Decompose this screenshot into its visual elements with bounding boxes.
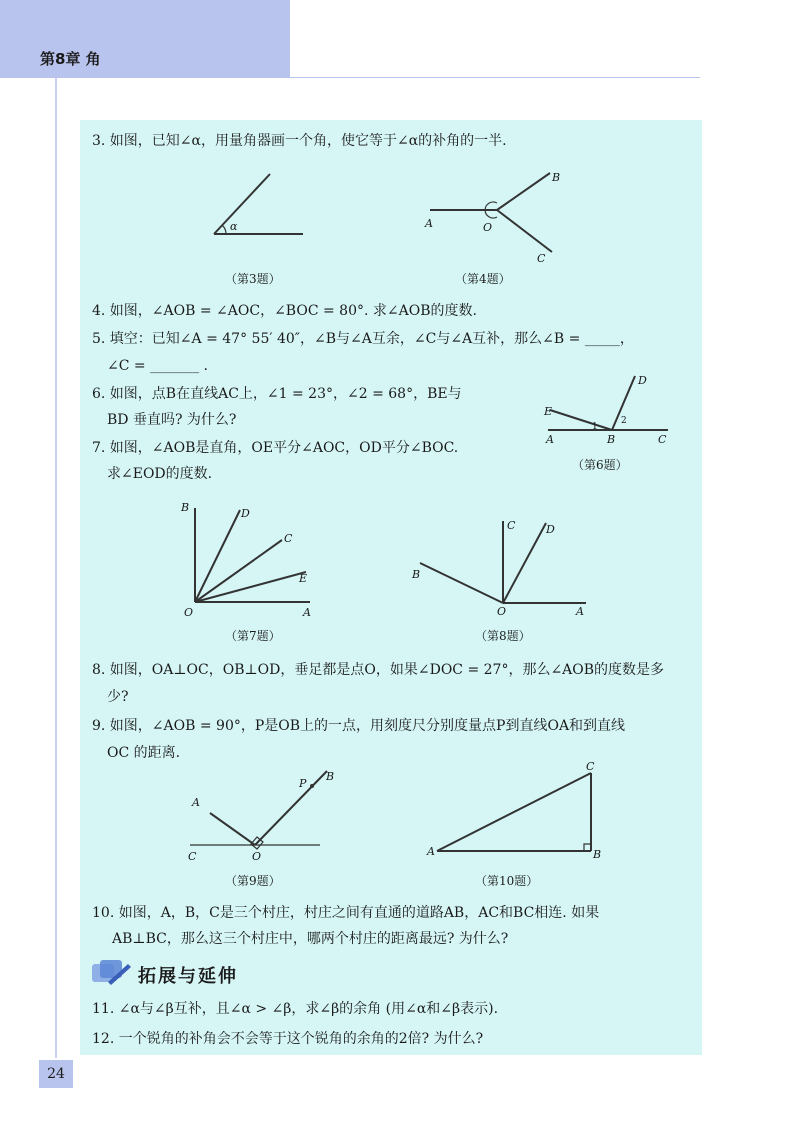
fig9-label-P: P [299,777,307,790]
fig10-label-A: A [427,845,435,858]
figure-10-diagram [425,760,605,860]
fig8-label-C: C [507,519,516,532]
fig7-label-A: A [303,606,311,619]
fig8-label-A: A [576,605,584,618]
fig7-label-E: E [299,572,308,585]
problem-3-text: 3. 如图，已知∠α，用量角器画一个角，使它等于∠α的补角的一半. [92,133,507,149]
problem-6-continued: BD 垂直吗? 为什么? [107,412,237,428]
problem-9-text: 9. 如图，∠AOB = 90°，P是OB上的一点，用刻度尺分别度量点P到直线OA和到直线 [92,718,626,734]
fig9-label-A: A [192,796,200,809]
fig9-label-C: C [188,850,197,863]
problem-10-text: 10. 如图，A，B，C是三个村庄，村庄之间有直通的道路AB，AC和BC相连. 如果 [92,905,600,921]
figure-8-caption: （第8题） [475,629,531,643]
problem-7-text: 7. 如图，∠AOB是直角，OE平分∠AOC，OD平分∠BOC. [92,440,459,456]
fig4-label-C: C [537,252,546,265]
figure-4-caption: （第4题） [455,272,511,286]
figure-9-diagram [185,765,335,865]
fig6-label-B: B [607,433,616,446]
fig8-label-D: D [546,523,555,536]
figure-4-diagram [420,165,570,265]
fig4-label-A: A [425,217,433,230]
fig4-label-B: B [552,171,561,184]
fig8-label-O: O [497,605,507,618]
figure-8-diagram [408,515,593,620]
page-number-box [39,1060,73,1088]
fig6-label-2: 2 [621,416,627,426]
fig6-label-E: E [544,405,553,418]
fig6-label-D: D [638,374,647,387]
fig7-label-D: D [241,507,250,520]
figure-7-caption: （第7题） [225,629,281,643]
problem-7-continued: 求∠EOD的度数. [107,466,213,482]
figure-10-caption: （第10题） [475,874,539,888]
fig9-label-O: O [252,850,262,863]
figure-6-diagram [540,370,675,455]
problem-10-continued: AB⊥BC，那么这三个村庄中，哪两个村庄的距离最远? 为什么? [112,931,509,947]
extension-section-icon [90,958,132,988]
fig9-label-B: B [326,770,335,783]
fig4-label-O: O [483,221,493,234]
fig6-label-A: A [546,433,554,446]
fig3-label-alpha: α [230,220,238,233]
problem-6-text: 6. 如图，点B在直线AC上，∠1 = 23°，∠2 = 68°，BE与 [92,386,462,402]
fig6-label-1: 1 [592,422,598,432]
fig6-label-C: C [658,433,667,446]
problem-4-text: 4. 如图，∠AOB = ∠AOC，∠BOC = 80°. 求∠AOB的度数. [92,303,477,319]
problem-11-text: 11. ∠α与∠β互补，且∠α > ∠β，求∠β的余角 (用∠α和∠β表示). [92,1001,499,1017]
fig8-label-B: B [412,568,421,581]
section-title-extension: 拓展与延伸 [138,966,238,987]
fig10-label-B: B [593,848,602,861]
chapter-title: 第8章 角 [40,50,101,68]
side-rule [55,78,57,1058]
header-divider [0,77,700,78]
fig7-label-C: C [284,532,293,545]
page-number: 24 [47,1066,65,1082]
figure-6-caption: （第6题） [572,458,628,472]
fig10-label-C: C [586,760,595,773]
figure-9-caption: （第9题） [225,874,281,888]
figure-3-diagram [200,168,310,243]
problem-9-continued: OC 的距离. [107,745,181,761]
figure-3-caption: （第3题） [225,272,281,286]
problem-12-text: 12. 一个锐角的补角会不会等于这个锐角的余角的2倍? 为什么? [92,1031,484,1047]
problem-8-continued: 少? [107,689,129,705]
fig7-label-B: B [181,501,190,514]
figure-7-diagram [178,500,318,620]
fig7-label-O: O [184,606,194,619]
problem-5-continued: ∠C = _______ . [107,358,208,374]
problem-8-text: 8. 如图，OA⊥OC，OB⊥OD，垂足都是点O，如果∠DOC = 27°，那么∠AOB的度数是多 [92,662,665,678]
problem-5-text: 5. 填空：已知∠A = 47° 55′ 40″，∠B与∠A互余，∠C与∠A互补，那么∠B = _____， [92,331,634,347]
